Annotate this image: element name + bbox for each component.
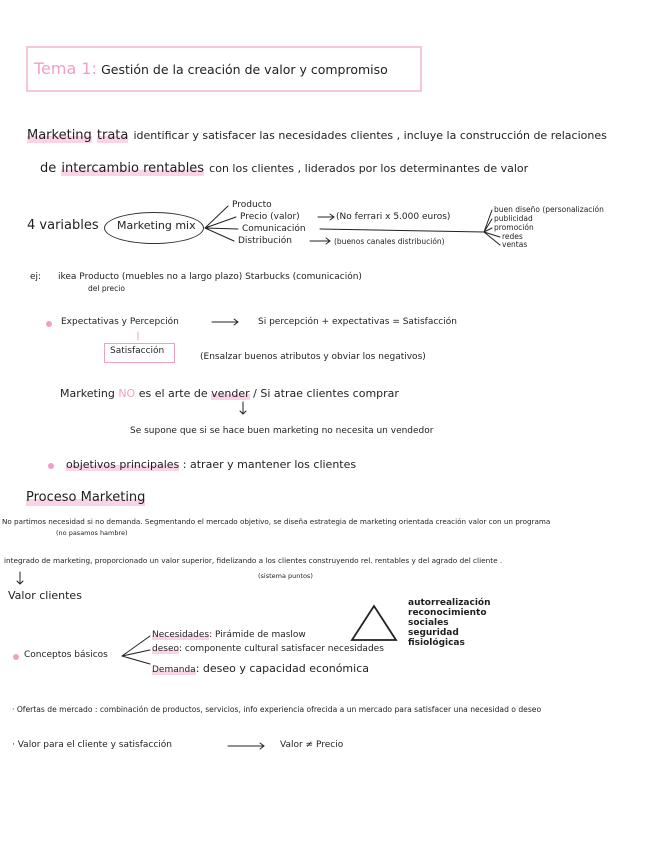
trata-word: trata — [96, 128, 129, 143]
arte-text-2: / Si atrae clientes comprar — [253, 387, 399, 400]
proceso-line2-note: (sistema puntos) — [258, 572, 313, 580]
title-prefix: Tema 1: — [34, 59, 97, 78]
arte-vender-sub: Se supone que si se hace buen marketing no necesita un vendedor — [130, 426, 434, 436]
variable-distribucion: Distribución — [238, 236, 292, 246]
marketing-word: Marketing — [27, 128, 92, 143]
expectativas-text: Expectativas y Percepción — [61, 317, 179, 327]
distribucion-arrow — [310, 238, 330, 244]
satisfaccion-note: (Ensalzar buenos atributos y obviar los negativos) — [200, 352, 426, 362]
title-text: Gestión de la creación de valor y compromiso — [101, 62, 388, 77]
right-list-item-5: ventas — [502, 240, 528, 249]
proceso-line1: No partimos necesidad si no demanda. Segmentando el mercado objetivo, se diseña estrategia de marketing orientada creación valor con un programa — [2, 517, 551, 526]
valor-precio-text: Valor ≠ Precio — [280, 740, 344, 750]
right-list-item-3: promoción — [494, 223, 534, 232]
valor-arrow — [228, 743, 264, 749]
piramide-level-2: reconocimiento — [408, 608, 487, 618]
vender-down-arrow — [240, 402, 246, 414]
maslow-pyramid — [352, 606, 396, 640]
objetivos-label: objetivos principales — [66, 458, 180, 471]
demanda-text: : deseo y capacidad económica — [195, 662, 369, 675]
expectativas-arrow — [212, 319, 238, 325]
variable-comunicacion: Comunicación — [242, 224, 306, 234]
precio-arrow — [318, 214, 334, 220]
variable-producto: Producto — [232, 200, 272, 210]
objetivos-text: : atraer y mantener los clientes — [182, 458, 357, 471]
de-word: de — [40, 161, 57, 176]
piramide-level-5: fisiológicas — [408, 638, 465, 648]
necesidades-text: : Pirámide de maslow — [209, 630, 306, 640]
ejemplo-text: ikea Producto (muebles no a largo plazo) Starbucks (comunicación) — [58, 272, 362, 282]
conceptos-label: Conceptos básicos — [24, 650, 108, 660]
four-variables-label: 4 variables — [27, 218, 99, 233]
arte-marketing: Marketing — [60, 387, 115, 400]
proceso-heading: Proceso Marketing — [26, 490, 146, 505]
ejemplo-prefix: ej: — [30, 272, 42, 282]
valor-clientes-arrow — [17, 572, 23, 584]
comunicacion-arrow — [320, 229, 484, 232]
valor-clientes: Valor clientes — [8, 589, 82, 602]
marketing-mix-label: Marketing mix — [117, 219, 196, 232]
piramide-level-3: sociales — [408, 618, 449, 628]
valor-cliente-text: · Valor para el cliente y satisfacción — [12, 740, 172, 750]
proceso-line1-note: (no pasamos hambre) — [56, 529, 128, 537]
conceptos-fork-lines — [122, 636, 150, 664]
piramide-level-4: seguridad — [408, 628, 459, 638]
arte-no: NO — [118, 387, 136, 400]
expectativas-formula: Si percepción + expectativas = Satisfacción — [258, 317, 457, 327]
definition-text-1: identificar y satisfacer las necesidades clientes , incluye la construcción de relaciones — [133, 129, 607, 142]
definition-text-2: con los clientes , liderados por los determinantes de valor — [209, 162, 529, 175]
variable-precio: Precio (valor) — [240, 212, 300, 222]
proceso-line2: integrado de marketing, proporcionado un valor superior, fidelizando a los clientes construyendo rel. rentables y del agrado del cliente . — [4, 556, 503, 565]
satisfaccion-label: Satisfacción — [110, 346, 165, 356]
right-list-item-4: redes — [502, 232, 523, 241]
arte-vender-word: vender — [211, 387, 250, 400]
demanda-word: Demanda — [152, 665, 196, 675]
precio-note: (No ferrari x 5.000 euros) — [336, 212, 451, 222]
intercambio-rentables: intercambio rentables — [61, 161, 205, 176]
distribucion-note: (buenos canales distribución) — [334, 237, 445, 246]
deseo-word: deseo — [152, 644, 179, 654]
ejemplo-sub: del precio — [88, 284, 125, 293]
necesidades-word: Necesidades — [152, 630, 210, 640]
right-list-item-1: buen diseño (personalización — [494, 205, 604, 214]
arte-text: es el arte de — [138, 387, 208, 400]
right-list-item-2: publicidad — [494, 214, 533, 223]
deseo-text: : componente cultural satisfacer necesidades — [178, 644, 384, 654]
ofertas-mercado: · Ofertas de mercado : combinación de productos, servicios, info experiencia ofrecida a un mercado para satisfacer una necesidad o deseo — [12, 705, 542, 714]
piramide-level-1: autorrealización — [408, 598, 491, 608]
mix-fork-lines — [205, 206, 238, 241]
right-fork-lines — [484, 210, 500, 245]
